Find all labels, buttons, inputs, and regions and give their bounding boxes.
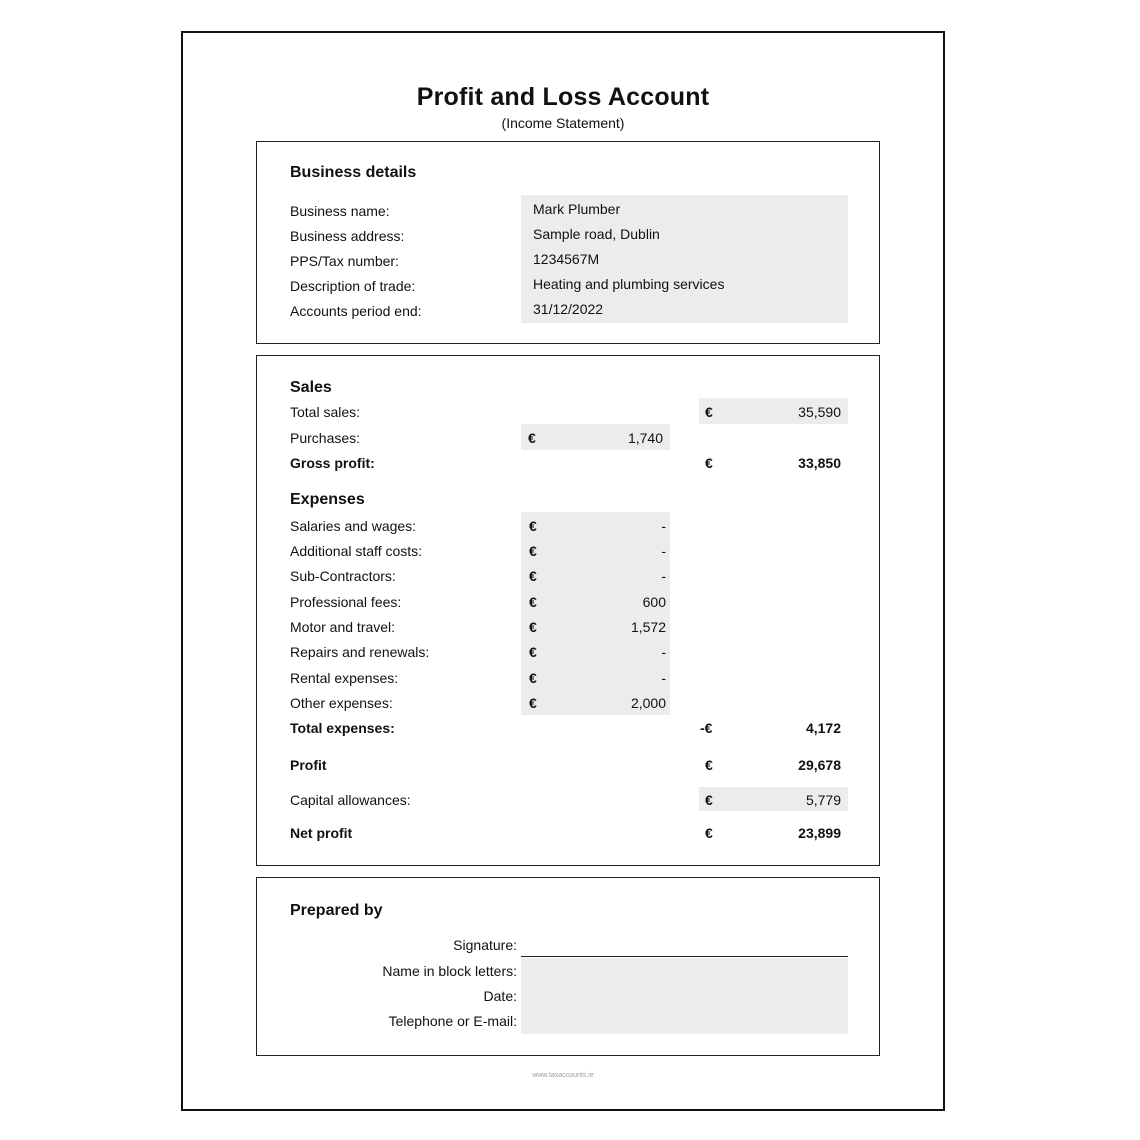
prepared-by-heading: Prepared by bbox=[290, 902, 383, 919]
document-page bbox=[181, 31, 945, 1111]
business-name-value[interactable]: Mark Plumber bbox=[533, 201, 621, 217]
business-address-label: Business address: bbox=[290, 228, 405, 244]
expense-value[interactable]: - bbox=[661, 670, 666, 686]
profit-value: 29,678 bbox=[798, 757, 841, 773]
period-end-value[interactable]: 31/12/2022 bbox=[533, 301, 604, 317]
page-subtitle: (Income Statement) bbox=[501, 115, 625, 131]
expense-value[interactable]: - bbox=[661, 568, 666, 584]
expenses-heading: Expenses bbox=[290, 491, 365, 508]
expense-value[interactable]: 600 bbox=[642, 594, 666, 610]
period-end-label: Accounts period end: bbox=[290, 303, 422, 319]
tax-number-label: PPS/Tax number: bbox=[290, 253, 399, 269]
prepared-by-section bbox=[256, 877, 880, 1056]
expense-label: Motor and travel: bbox=[290, 619, 396, 635]
capital-allowances-currency: € bbox=[705, 792, 713, 808]
expense-label: Professional fees: bbox=[290, 594, 402, 610]
expense-currency: € bbox=[529, 543, 537, 559]
profit-currency: € bbox=[705, 757, 713, 773]
signature-line[interactable] bbox=[521, 956, 848, 957]
expense-value[interactable]: 1,572 bbox=[630, 619, 666, 635]
expense-value[interactable]: - bbox=[661, 644, 666, 660]
signature-label: Signature: bbox=[453, 937, 517, 953]
net-profit-label: Net profit bbox=[290, 825, 353, 841]
expense-value[interactable]: - bbox=[661, 518, 666, 534]
expense-value[interactable]: - bbox=[661, 543, 666, 559]
expense-currency: € bbox=[529, 518, 537, 534]
expense-currency: € bbox=[529, 594, 537, 610]
preparer-details-field-area bbox=[521, 958, 848, 1034]
business-name-label: Business name: bbox=[290, 203, 390, 219]
expense-label: Other expenses: bbox=[290, 695, 393, 711]
total-expenses-value: 4,172 bbox=[805, 720, 841, 736]
business-details-heading: Business details bbox=[290, 164, 417, 181]
business-details-section bbox=[256, 141, 880, 344]
expense-label: Sub-Contractors: bbox=[290, 568, 396, 584]
date-label: Date: bbox=[483, 988, 517, 1004]
business-address-value[interactable]: Sample road, Dublin bbox=[533, 226, 660, 242]
net-profit-value: 23,899 bbox=[798, 825, 841, 841]
purchases-label: Purchases: bbox=[290, 430, 361, 446]
trade-description-value[interactable]: Heating and plumbing services bbox=[533, 276, 725, 292]
total-sales-currency: € bbox=[705, 404, 713, 420]
tax-number-value[interactable]: 1234567M bbox=[533, 251, 600, 267]
expenses-field-area bbox=[521, 512, 670, 715]
expense-currency: € bbox=[529, 670, 537, 686]
total-expenses-currency: -€ bbox=[700, 720, 713, 736]
income-statement-section bbox=[256, 355, 880, 866]
gross-profit-currency: € bbox=[705, 455, 713, 471]
expense-label: Repairs and renewals: bbox=[290, 644, 430, 660]
page-title: Profit and Loss Account bbox=[416, 83, 710, 111]
profit-label: Profit bbox=[290, 757, 327, 773]
expense-currency: € bbox=[529, 644, 537, 660]
sales-heading: Sales bbox=[290, 379, 332, 396]
net-profit-currency: € bbox=[705, 825, 713, 841]
total-expenses-label: Total expenses: bbox=[290, 720, 395, 736]
expense-label: Additional staff costs: bbox=[290, 543, 423, 559]
name-block-letters-label: Name in block letters: bbox=[382, 963, 517, 979]
expense-label: Rental expenses: bbox=[290, 670, 399, 686]
purchases-value[interactable]: 1,740 bbox=[627, 430, 663, 446]
capital-allowances-value[interactable]: 5,779 bbox=[805, 792, 841, 808]
capital-allowances-label: Capital allowances: bbox=[290, 792, 411, 808]
expense-currency: € bbox=[529, 619, 537, 635]
gross-profit-label: Gross profit: bbox=[290, 455, 375, 471]
footer-website: www.taxaccounts.ie bbox=[532, 1072, 594, 1079]
total-sales-value[interactable]: 35,590 bbox=[798, 404, 841, 420]
expense-label: Salaries and wages: bbox=[290, 518, 417, 534]
contact-label: Telephone or E-mail: bbox=[388, 1013, 517, 1029]
expense-currency: € bbox=[529, 568, 537, 584]
gross-profit-value: 33,850 bbox=[798, 455, 841, 471]
purchases-currency: € bbox=[528, 430, 536, 446]
trade-description-label: Description of trade: bbox=[290, 278, 416, 294]
expense-currency: € bbox=[529, 695, 537, 711]
total-sales-label: Total sales: bbox=[290, 404, 361, 420]
expense-value[interactable]: 2,000 bbox=[630, 695, 666, 711]
